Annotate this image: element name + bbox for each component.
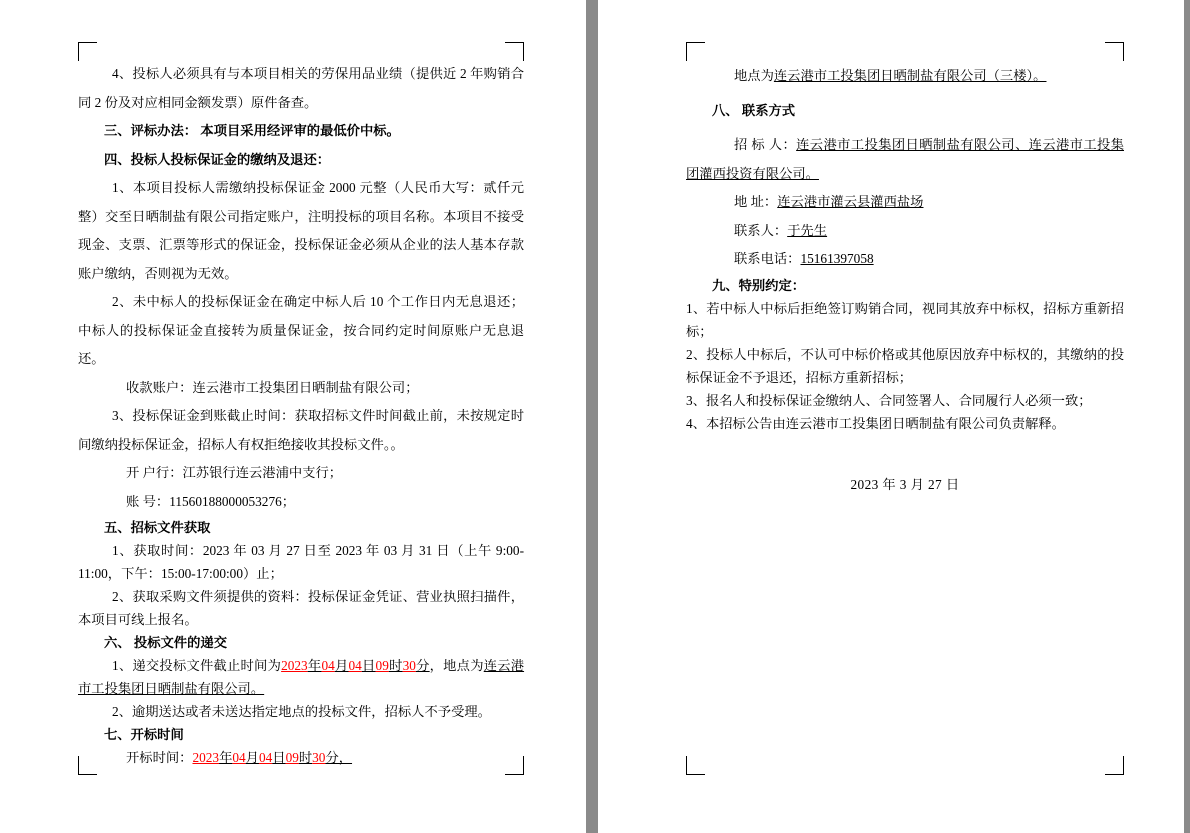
address-value: 连云港市灌云县灌西盐场 — [777, 194, 924, 209]
crop-mark-top-left — [78, 42, 97, 61]
submit-month: 04 — [321, 658, 335, 673]
open-month: 04 — [232, 750, 246, 765]
contact-person-label: 联系人： — [734, 222, 788, 238]
submit-month-unit: 月 — [334, 658, 349, 673]
paragraph-deposit-3: 3、投标保证金到账截止时间：获取招标文件时间截止前，未按规定时间缴纳投标保证金，招标人有权拒绝接收其投标文件。。 — [78, 408, 524, 452]
paragraph-deposit-2: 2、未中标人的投标保证金在确定中标人后 10 个工作日内无息退还；中标人的投标保证金直接转为质量保证金，按合同约定时间原账户无息退还。 — [78, 294, 524, 366]
open-day: 04 — [258, 750, 273, 765]
paragraph-payee-account: 收款账户：连云港市工投集团日晒制盐有限公司； — [126, 379, 419, 395]
submit-hour-unit: 时 — [388, 658, 403, 673]
paragraph-item-4: 4、投标人必须具有与本项目相关的劳保用品业绩（提供近 2 年购销合同 2 份及对应相同金额发票）原件备查。 — [78, 66, 524, 110]
section-heading-six: 六、 投标文件的递交 — [104, 635, 227, 650]
paragraph-contact-phone — [686, 245, 1124, 274]
submit-pre-text: 1、递交投标文件截止时间为 — [112, 658, 282, 673]
crop-mark-top-right — [505, 42, 524, 61]
page-left-content — [78, 60, 524, 769]
address-label: 地 址： — [734, 194, 778, 209]
submit-hour: 09 — [375, 658, 389, 673]
paragraph-special-2: 2、投标人中标后，不认可中标价格或其他原因放弃中标权的，其缴纳的投标保证金不予退还，招标方重新招标； — [686, 346, 1124, 385]
submit-mid-text: ，地点为 — [429, 658, 484, 673]
paragraph-open-place — [686, 62, 1124, 91]
section-heading-five: 五、招标文件获取 — [104, 520, 211, 535]
submit-minute: 30 — [402, 658, 416, 673]
bank-value: 江苏银行连云港浦中支行； — [182, 465, 343, 480]
open-minute: 30 — [312, 750, 326, 765]
contact-phone-value: 15161397058 — [800, 251, 874, 266]
crop-mark-bottom-right — [1105, 756, 1124, 775]
paragraph-account-number — [78, 488, 524, 517]
open-place-pre: 地点为 — [734, 68, 774, 83]
page-gutter — [586, 0, 598, 833]
paragraph-doc-get-2: 2、获取采购文件须提供的资料：投标保证金凭证、营业执照扫描件，本项目可线上报名。 — [78, 589, 524, 627]
open-year-unit: 年 — [219, 750, 233, 765]
page-right-content — [686, 62, 1124, 499]
submit-year-unit: 年 — [307, 658, 322, 673]
document-page-right — [598, 0, 1184, 833]
document-date: 2023 年 3 月 27 日 — [850, 476, 960, 492]
paragraph-doc-get-1: 1、获取时间：2023 年 03 月 27 日至 2023 年 03 月 31 日（上午 9:00-11:00，下午：15:00-17:00:00）止； — [78, 543, 524, 581]
paragraph-address — [686, 188, 1124, 217]
submit-minute-unit: 分 — [415, 658, 430, 673]
bank-label: 开 户行： — [126, 465, 183, 480]
paragraph-submit-deadline — [78, 654, 524, 700]
open-day-unit: 日 — [272, 750, 286, 765]
submit-year: 2023 — [281, 658, 308, 673]
tenderer-value: 连云港市工投集团日晒制盐有限公司、连云港市工投集团灌西投资有限公司。 — [686, 137, 1124, 181]
contact-phone-label: 联系电话： — [734, 251, 801, 266]
open-place-value: 连云港市工投集团日晒制盐有限公司（三楼）。 — [773, 68, 1047, 83]
section-heading-nine: 九、特别约定： — [712, 277, 806, 293]
contact-person-value: 于先生 — [787, 222, 828, 238]
paragraph-deposit-1: 1、本项目投标人需缴纳投标保证金 2000 元整（人民币大写：贰仟元整）交至日晒制盐有限公司指定账户，注明投标的项目名称。本项目不接受现金、支票、汇票等形式的保证金，投标保证金必须从企业的法人基本存款账户缴纳，否则视为无效。 — [78, 180, 524, 281]
submit-day-unit: 日 — [361, 658, 376, 673]
account-value: 11560188000053276； — [169, 493, 296, 509]
paragraph-special-4: 4、本招标公告由连云港市工投集团日晒制盐有限公司负责解释。 — [686, 415, 1065, 431]
paragraph-bank — [78, 459, 524, 488]
paragraph-submit-late: 2、逾期送达或者未送达指定地点的投标文件，招标人不予受理。 — [112, 704, 491, 719]
document-page-left — [0, 0, 586, 833]
tenderer-label: 招 标 人： — [734, 137, 797, 152]
open-hour: 09 — [285, 750, 299, 765]
section-heading-seven: 七、开标时间 — [104, 727, 184, 742]
open-hour-unit: 时 — [298, 750, 313, 765]
paragraph-special-3: 3、报名人和投标保证金缴纳人、合同签署人、合同履行人必须一致； — [686, 392, 1092, 408]
section-heading-three: 三、评标办法： 本项目采用经评审的最低价中标。 — [104, 123, 400, 138]
crop-mark-bottom-left — [686, 756, 705, 775]
crop-mark-top-left — [686, 42, 705, 61]
open-year: 2023 — [192, 750, 220, 765]
paragraph-tenderer — [686, 131, 1124, 188]
open-pre-text: 开标时间： — [126, 750, 193, 765]
submit-place: 连云港市工投集团日晒制盐有限公司。 — [78, 658, 525, 696]
section-heading-eight: 八、 联系方式 — [712, 102, 796, 118]
paragraph-contact-person — [686, 217, 1124, 246]
paragraph-special-1: 1、若中标人中标后拒绝签订购销合同，视同其放弃中标权，招标方重新招标； — [686, 300, 1124, 339]
open-month-unit: 月 — [245, 750, 259, 765]
submit-day: 04 — [348, 658, 362, 673]
section-heading-four: 四、投标人投标保证金的缴纳及退还： — [104, 151, 331, 167]
paragraph-open-time — [78, 746, 524, 769]
open-minute-unit: 分， — [325, 750, 353, 765]
crop-mark-top-right — [1105, 42, 1124, 61]
account-label: 账 号： — [126, 493, 170, 509]
